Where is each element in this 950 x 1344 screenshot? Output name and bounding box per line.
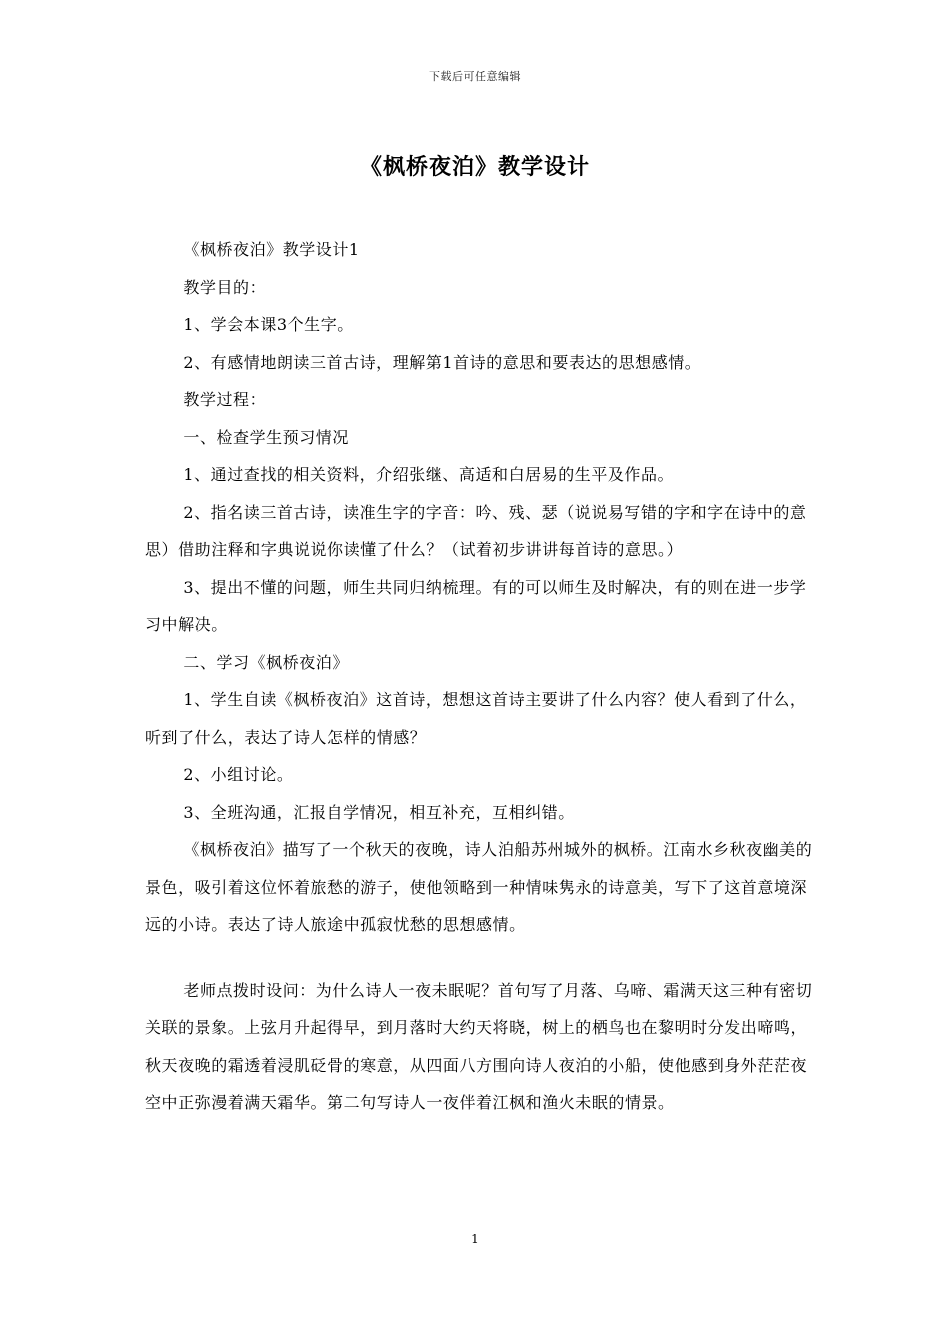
paragraph-step-1-3: 3、提出不懂的问题，师生共同归纳梳理。有的可以师生及时解决，有的则在进一步学习中解决。	[145, 577, 807, 634]
document-body	[145, 231, 815, 1122]
header-note: 下载后可任意编辑	[429, 70, 521, 83]
paragraph-step-2-1: 1、学生自读《枫桥夜泊》这首诗，想想这首诗主要讲了什么内容？使人看到了什么，听到了什么，表达了诗人怎样的情感？	[145, 690, 807, 747]
paragraph-objective-2: 2、有感情地朗读三首古诗，理解第1首诗的意思和要表达的思想感情。	[183, 352, 702, 372]
paragraph-step-1-2: 2、指名读三首古诗，读准生字的字音：吟、残、瑟（说说易写错的字和字在诗中的意思）借助注释和字典说说你读懂了什么？（试着初步讲讲每首诗的意思。）	[145, 502, 807, 559]
paragraph-objective-1: 1、学会本课3个生字。	[183, 315, 354, 334]
paragraph-poem-summary: 《枫桥夜泊》描写了一个秋天的夜晚，诗人泊船苏州城外的枫桥。江南水乡秋夜幽美的景色，吸引着这位怀着旅愁的游子，使他领略到一种情味隽永的诗意美，写下了这首意境深远的小诗。表达了诗人旅途中孤寂忧愁的思想感情。	[145, 840, 813, 934]
document-title: 《枫桥夜泊》教学设计	[359, 154, 590, 180]
paragraph-step-2-2: 2、小组讨论。	[183, 765, 294, 784]
paragraph-objectives-heading: 教学目的：	[183, 277, 267, 297]
paragraph-subtitle: 《枫桥夜泊》教学设计1	[183, 240, 360, 259]
paragraph-section-1-heading: 一、检查学生预习情况	[183, 427, 349, 447]
paragraph-process-heading: 教学过程：	[183, 390, 267, 409]
paragraph-teacher-guidance: 老师点拨时设问：为什么诗人一夜未眠呢？首句写了月落、乌啼、霜满天这三种有密切关联的景象。上弦月升起得早，到月落时大约天将晓，树上的栖鸟也在黎明时分发出啼鸣，秋天夜晚的霜透着浸肌砭骨的寒意，从四面八方围向诗人夜泊的小船，使他感到身外茫茫夜空中正弥漫着满天霜华。第二句写诗人一夜伴着江枫和渔火未眠的情景。	[145, 980, 813, 1112]
paragraph-section-2-heading: 二、学习《枫桥夜泊》	[183, 652, 349, 672]
page-number: 1	[471, 1232, 479, 1246]
paragraph-step-2-3: 3、全班沟通，汇报自学情况，相互补充，互相纠错。	[183, 802, 575, 822]
paragraph-step-1-1: 1、通过查找的相关资料，介绍张继、高适和白居易的生平及作品。	[183, 465, 675, 484]
